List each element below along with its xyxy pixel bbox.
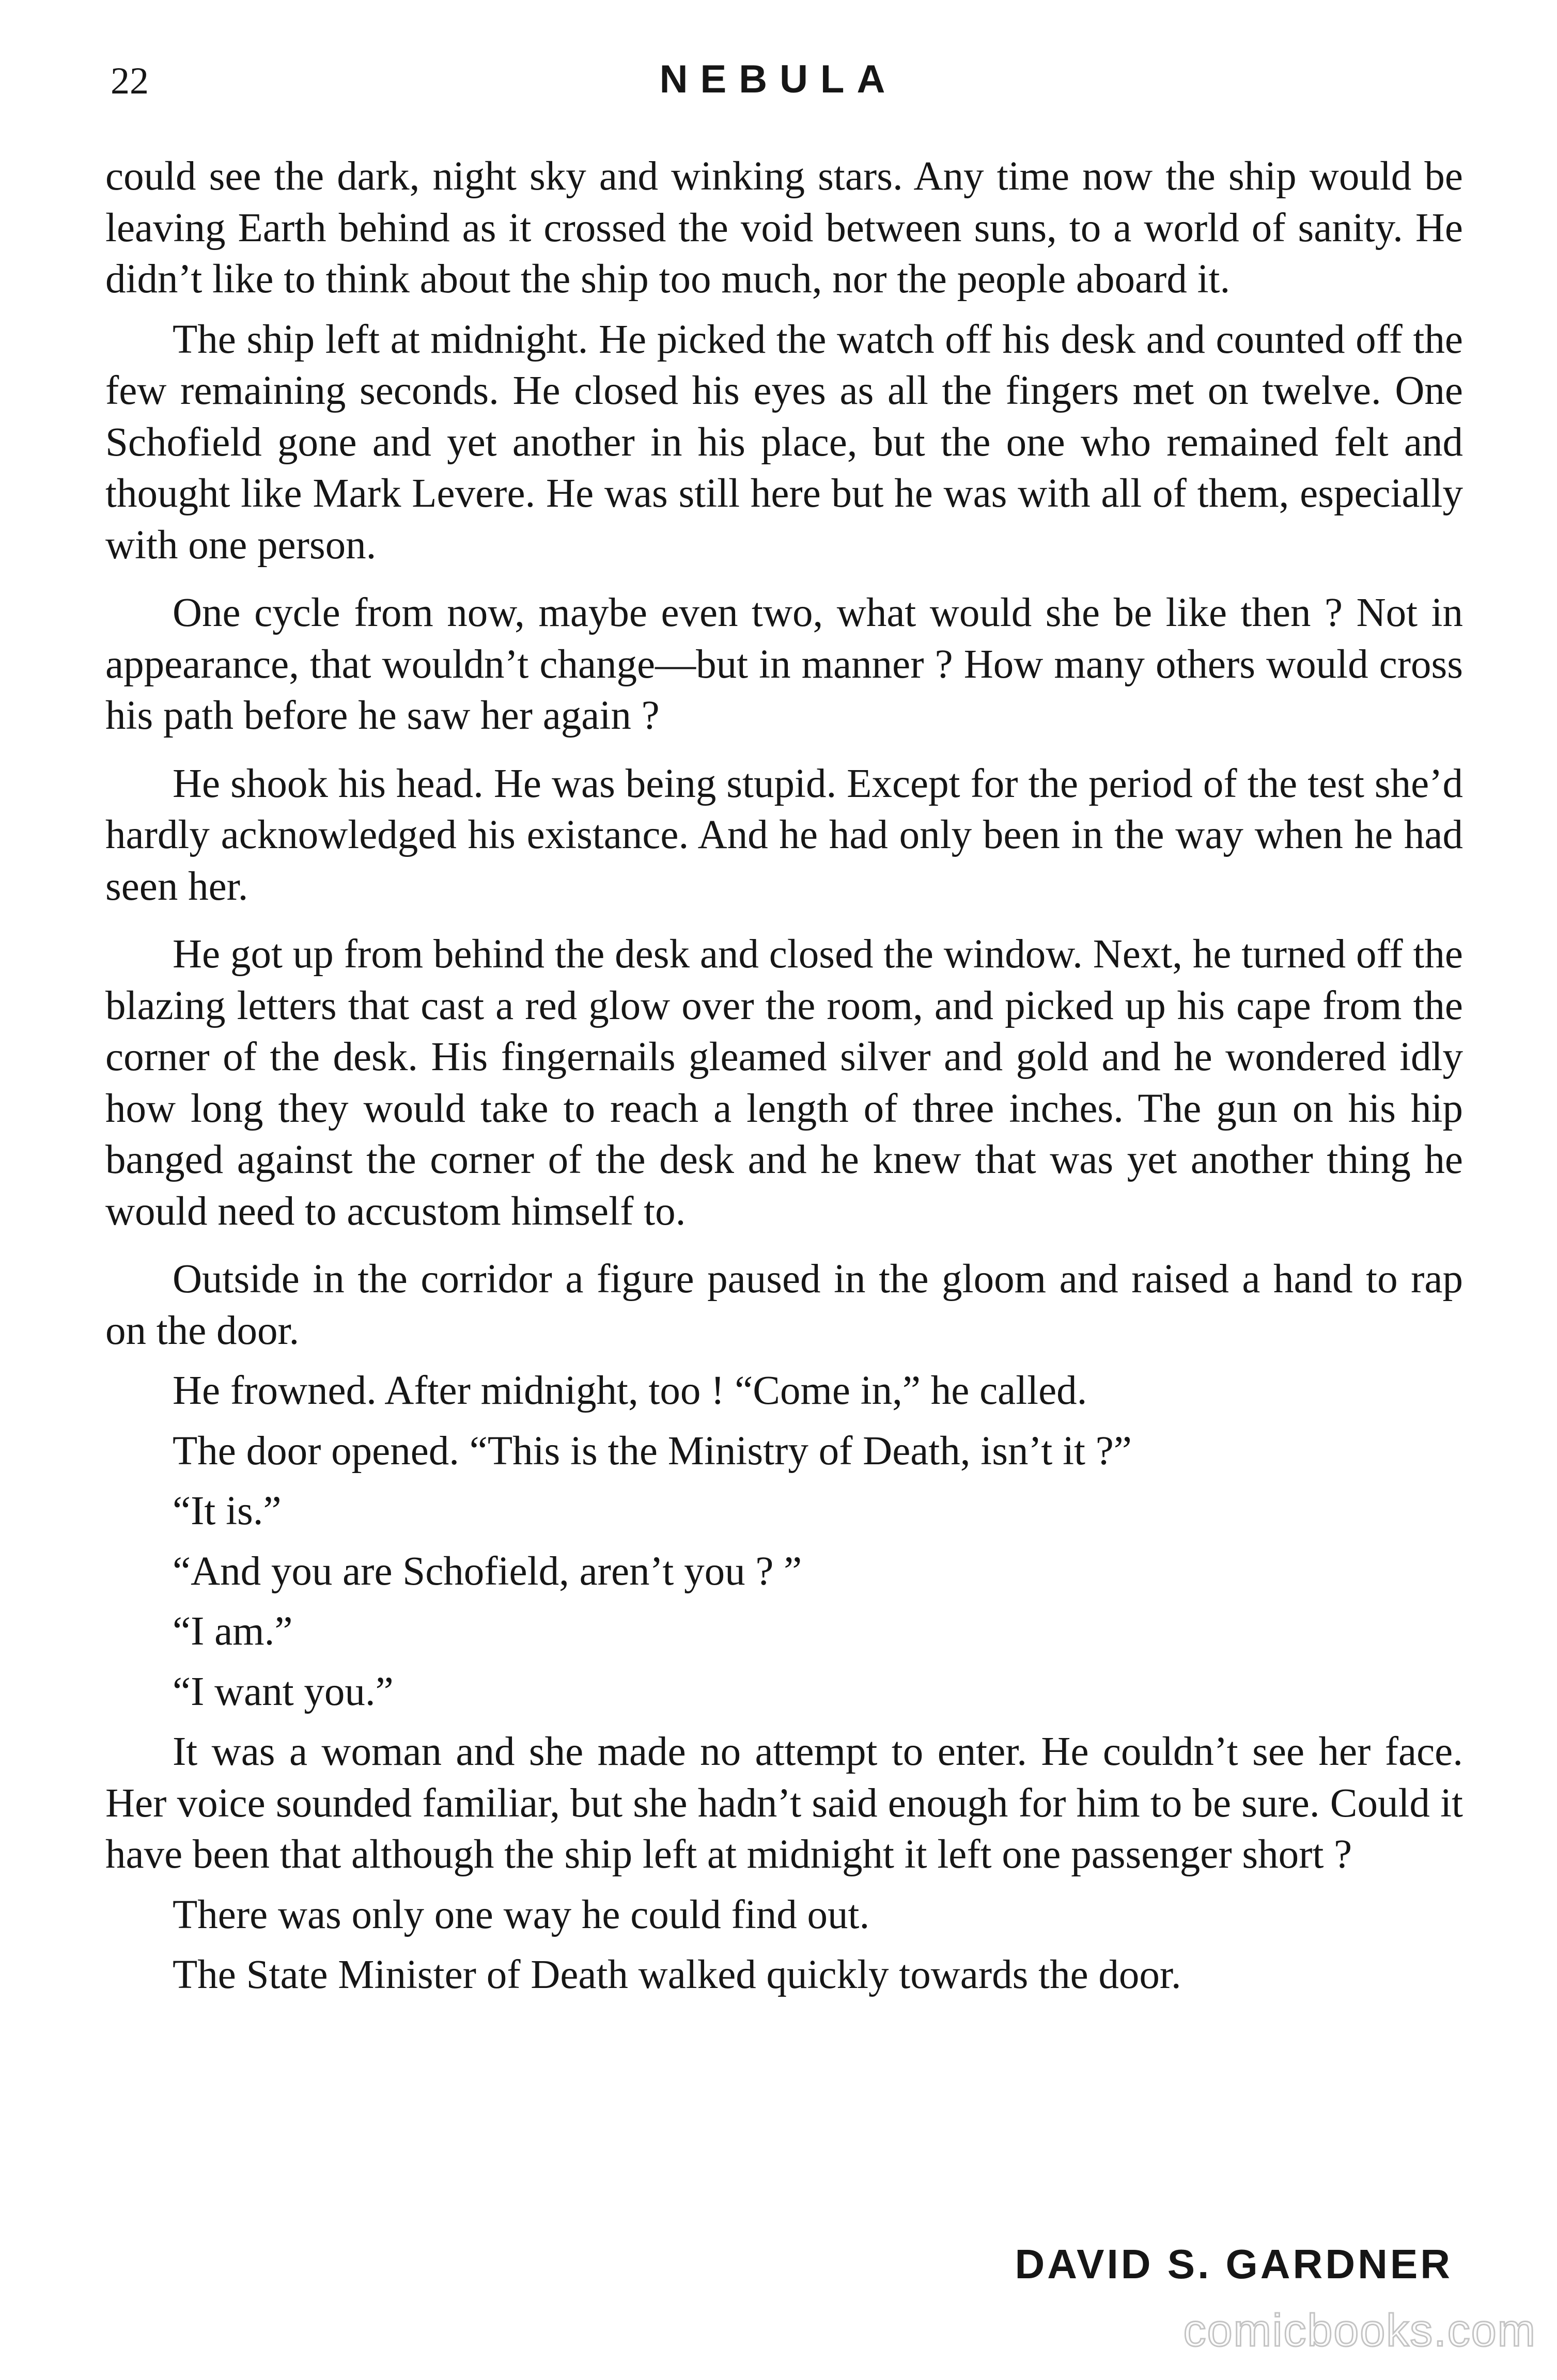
paragraph: could see the dark, night sky and winking stars. Any time now the ship would be leaving Earth behind as it crossed the void between suns, to a world of sanity. He didn’t like to think about the ship too much, nor the people aboard it.	[105, 154, 1463, 302]
page-number: 22	[111, 60, 149, 102]
paragraph: It was a woman and she made no attempt to enter. He couldn’t see her face. Her voice sounded familiar, but she hadn’t said enough for him to be sure. Could it have been that although the ship left at midnight it left one passenger short ?	[105, 1729, 1463, 1877]
dialogue-line: “It is.”	[173, 1489, 282, 1533]
running-title: NEBULA	[659, 57, 898, 101]
paragraph: Outside in the corridor a figure paused in the gloom and raised a hand to rap on the door.	[105, 1257, 1463, 1353]
author-byline: DAVID S. GARDNER	[1015, 2241, 1453, 2287]
paragraph: He frowned. After midnight, too ! “Come in,” he called.	[173, 1368, 1087, 1413]
paragraph: The door opened. “This is the Ministry of Death, isn’t it ?”	[173, 1428, 1132, 1474]
paragraph: He shook his head. He was being stupid. Except for the period of the test she’d hardly acknowledged his existance. And he had only been in the way when he had seen her.	[105, 761, 1463, 909]
paragraph: There was only one way he could find out.	[173, 1892, 870, 1937]
paragraph: One cycle from now, maybe even two, what would she be like then ? Not in appearance, that wouldn’t change—but in manner ? How many others would cross his path before he saw her again ?	[105, 590, 1463, 738]
page-header	[0, 54, 1557, 111]
dialogue-line: “I am.”	[173, 1609, 293, 1654]
story-text	[105, 151, 1463, 2001]
paragraph: The State Minister of Death walked quickly towards the door.	[173, 1952, 1181, 1997]
dialogue-line: “I want you.”	[173, 1669, 394, 1714]
paragraph: He got up from behind the desk and closed the window. Next, he turned off the blazing letters that cast a red glow over the room, and picked up his cape from the corner of the desk. His fingernails gleamed silver and gold and he wondered idly how long they would take to reach a length of three inches. The gun on his hip banged against the corner of the desk and he knew that was yet another thing he would need to accustom himself to.	[105, 932, 1463, 1234]
dialogue-line: “And you are Schofield, aren’t you ? ”	[173, 1548, 802, 1594]
watermark: comicbooks.com	[1183, 2305, 1536, 2356]
paragraph: The ship left at midnight. He picked the watch off his desk and counted off the few remaining seconds. He closed his eyes as all the fingers met on twelve. One Schofield gone and yet another in his place, but the one who remained felt and thought like Mark Levere. He was still here but he was with all of them, especially with one person.	[105, 317, 1463, 568]
